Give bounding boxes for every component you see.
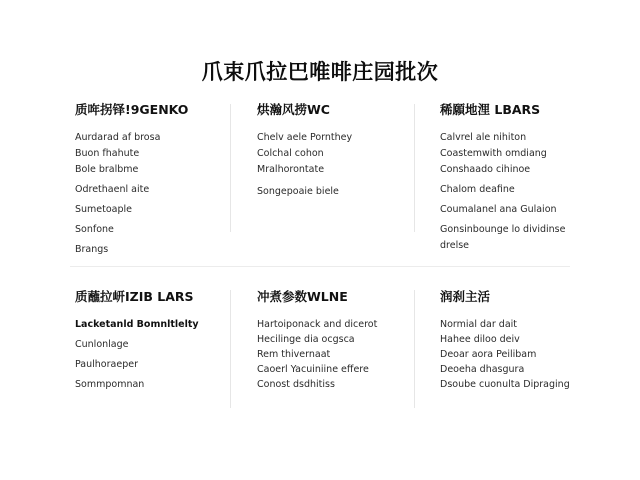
list-item: Paulhoraeper	[75, 359, 138, 370]
list-item: Lacketanld Bomnltlelty	[75, 319, 199, 330]
list-item: Songepoaie biele	[257, 186, 339, 197]
list-item: Hartoiponack and dicerot	[257, 319, 378, 330]
list-item: Gonsinbounge lo dividinse	[440, 224, 566, 235]
list-item: drelse	[440, 240, 470, 251]
page-title: 爪束爪拉巴唯啡庄园批次	[201, 60, 439, 84]
section-column	[75, 289, 250, 391]
list-item: Sommpomnan	[75, 379, 145, 390]
list-item: Conost dsdhitiss	[257, 379, 335, 390]
list-item: Sonfone	[75, 224, 114, 235]
section-column	[257, 102, 432, 198]
list-item: Dsoube cuonulta Dipraging	[440, 379, 570, 390]
list-item: Conshaado cihinoe	[440, 164, 531, 175]
list-item: Colchal cohon	[257, 148, 324, 159]
list-item: Coastemwith omdiang	[440, 148, 547, 159]
section-heading: 烘瀚风捞WC	[257, 102, 330, 117]
section-heading: 质哖拐铎!9GENKO	[75, 102, 189, 117]
section-column	[75, 102, 250, 256]
section-heading: 稀願地浬 LBARS	[440, 102, 541, 117]
list-item: Mralhorontate	[257, 164, 325, 175]
list-item: Deoeha dhasgura	[440, 364, 525, 375]
list-item: Sumetoaple	[75, 204, 133, 215]
list-item: Normial dar dait	[440, 319, 518, 330]
list-item: Deoar aora Peilibam	[440, 349, 537, 360]
list-item: Hahee diloo deiv	[440, 334, 520, 345]
section-column	[440, 289, 615, 391]
list-item: Buon fhahute	[75, 148, 140, 159]
list-item: Rem thivernaat	[257, 349, 331, 360]
list-item: Calvrel ale nihiton	[440, 132, 527, 143]
section-heading: 冲煮参数WLNE	[257, 289, 348, 304]
list-item: Caoerl Yacuiniine effere	[257, 364, 369, 375]
list-item: Coumalanel ana Gulaion	[440, 204, 557, 215]
section-column	[257, 289, 432, 391]
list-item: Cunlonlage	[75, 339, 129, 350]
list-item: Aurdarad af brosa	[75, 132, 161, 143]
list-item: Odrethaenl aite	[75, 184, 150, 195]
section-heading: 润刹主活	[440, 289, 491, 304]
row-divider	[70, 266, 570, 267]
list-item: Bole bralbme	[75, 164, 139, 175]
section-heading: 质蘸拉岍IZIB LARS	[75, 289, 194, 304]
list-item: Hecilinge dia ocgsca	[257, 334, 355, 345]
list-item: Brangs	[75, 244, 109, 255]
list-item: Chelv aele Pornthey	[257, 132, 353, 143]
list-item: Chalom deafine	[440, 184, 515, 195]
section-column	[440, 102, 615, 252]
